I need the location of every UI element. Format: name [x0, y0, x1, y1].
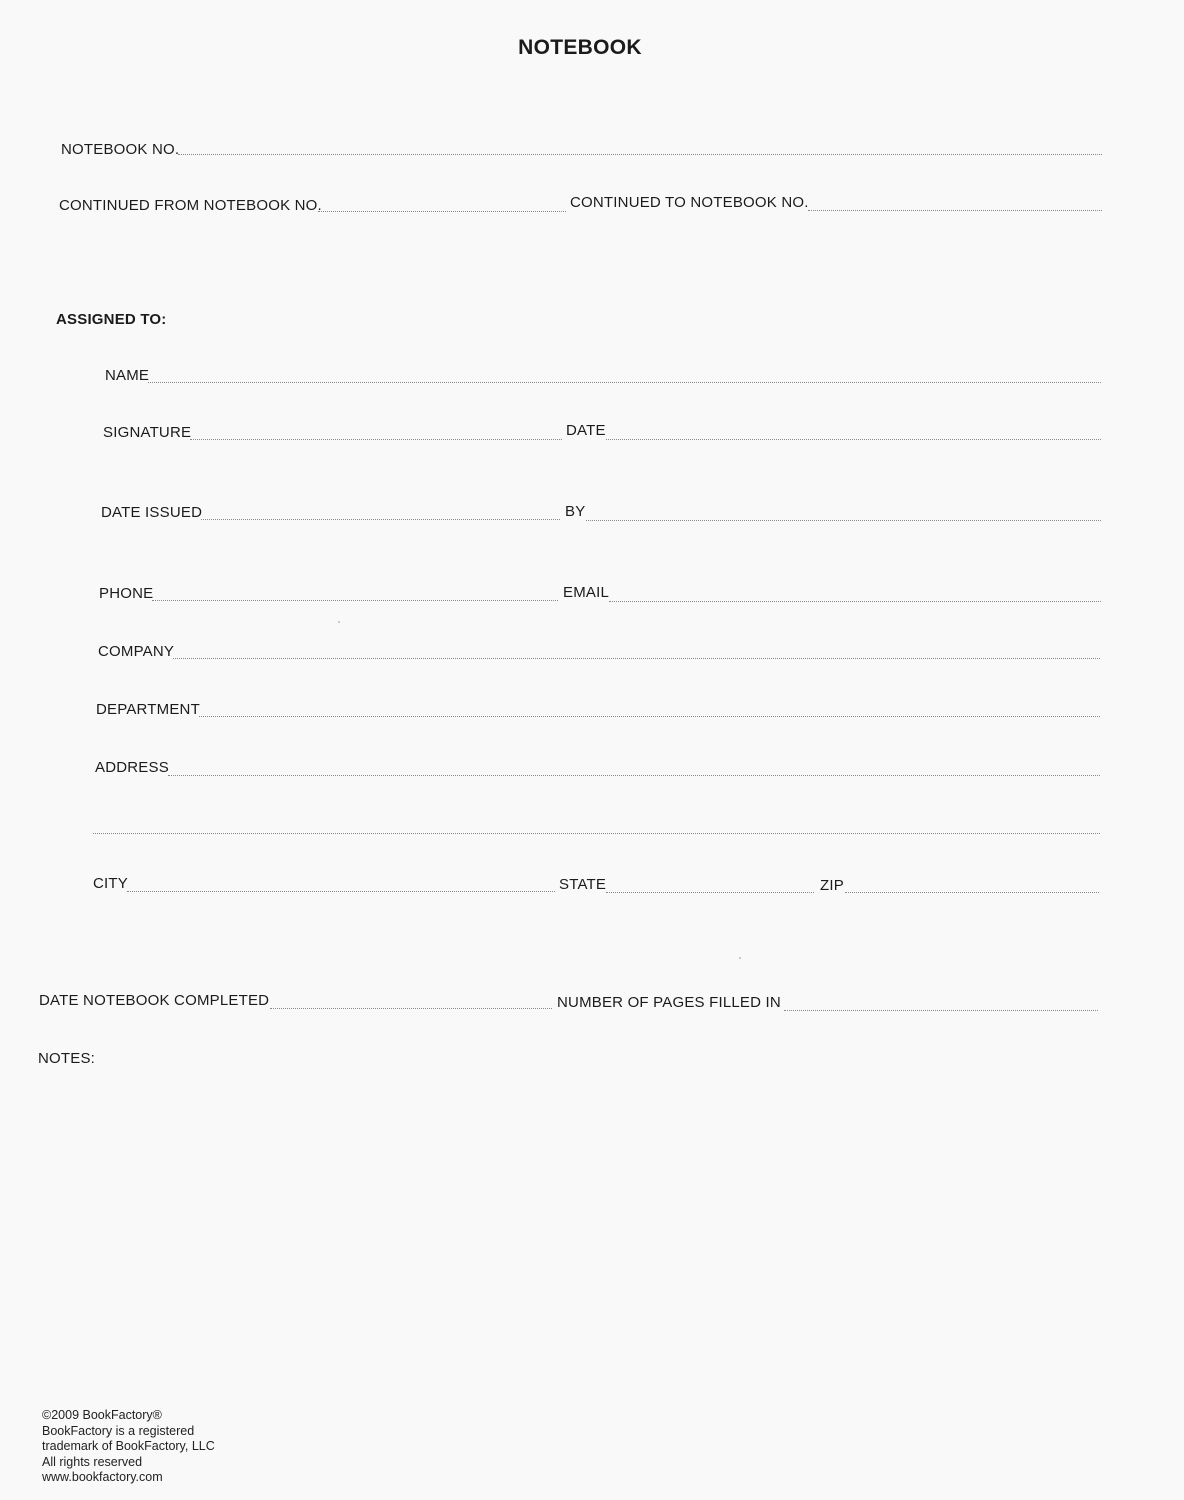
signature-line[interactable] — [190, 439, 562, 440]
name-line[interactable] — [148, 382, 1101, 383]
footer-line: trademark of BookFactory, LLC — [42, 1439, 215, 1453]
notes-label: NOTES: — [38, 1050, 96, 1067]
footer-line: All rights reserved — [42, 1454, 143, 1469]
continued-to-label: CONTINUED TO NOTEBOOK NO. — [570, 194, 809, 211]
address-label: ADDRESS — [95, 759, 169, 776]
date-issued-label: DATE ISSUED — [101, 504, 203, 521]
continued-from-line[interactable] — [318, 211, 566, 212]
footer-line: BookFactory is a registered — [42, 1423, 195, 1438]
company-line[interactable] — [173, 658, 1100, 659]
email-line[interactable] — [609, 601, 1101, 602]
date-issued-line[interactable] — [201, 519, 560, 520]
name-label: NAME — [105, 367, 150, 384]
zip-line[interactable] — [845, 892, 1099, 893]
copyright-footer — [42, 1408, 215, 1486]
phone-line[interactable] — [152, 600, 558, 601]
paper-speck — [338, 621, 340, 623]
date-label: DATE — [566, 422, 606, 439]
date-completed-label: DATE NOTEBOOK COMPLETED — [39, 992, 270, 1009]
pages-filled-line[interactable] — [784, 1010, 1098, 1011]
page-title: NOTEBOOK — [518, 36, 642, 59]
pages-filled-label: NUMBER OF PAGES FILLED IN — [557, 994, 781, 1011]
continued-from-label: CONTINUED FROM NOTEBOOK NO. — [59, 197, 322, 214]
email-label: EMAIL — [563, 584, 610, 601]
footer-link: www.bookfactory.com — [42, 1470, 163, 1484]
city-label: CITY — [93, 875, 128, 892]
department-label: DEPARTMENT — [96, 701, 200, 718]
notebook-no-label: NOTEBOOK NO. — [61, 141, 180, 158]
notes-area[interactable] — [38, 1075, 1098, 1375]
company-label: COMPANY — [98, 643, 175, 660]
zip-label: ZIP — [820, 877, 844, 894]
department-line[interactable] — [199, 716, 1100, 717]
by-label: BY — [565, 503, 586, 520]
notebook-no-line[interactable] — [178, 154, 1102, 155]
paper-speck — [739, 957, 741, 959]
continued-to-line[interactable] — [808, 210, 1102, 211]
state-line[interactable] — [606, 892, 814, 893]
signature-label: SIGNATURE — [103, 424, 192, 441]
state-label: STATE — [559, 876, 607, 893]
city-line[interactable] — [127, 891, 555, 892]
by-line[interactable] — [586, 520, 1101, 521]
date-line[interactable] — [606, 439, 1101, 440]
assigned-to-heading: ASSIGNED TO: — [56, 311, 167, 328]
footer-line: ©2009 BookFactory® — [42, 1408, 162, 1422]
address-line-1[interactable] — [168, 775, 1100, 776]
date-completed-line[interactable] — [270, 1008, 552, 1009]
phone-label: PHONE — [99, 585, 154, 602]
address-line-2[interactable] — [93, 833, 1100, 834]
